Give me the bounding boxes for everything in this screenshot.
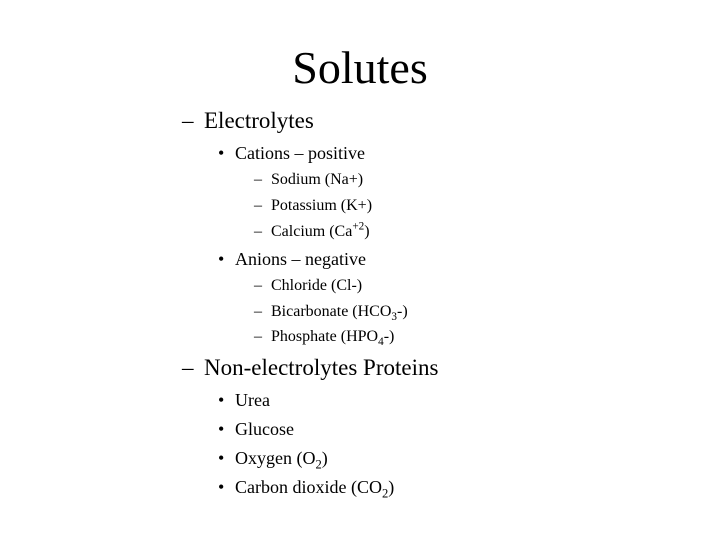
bullet-marker: •: [218, 143, 225, 163]
formula-text: -): [397, 303, 408, 320]
dash-marker: –: [254, 303, 262, 320]
dash-marker: –: [182, 355, 194, 380]
formula-text: ): [364, 223, 370, 240]
cation-item-text: Sodium (Na+): [271, 171, 364, 188]
nonelectrolytes-label: Non-electrolytes Proteins: [204, 355, 439, 380]
dash-marker: –: [254, 197, 262, 214]
formula-text: Oxygen (O: [235, 448, 316, 468]
charge-superscript: +2: [352, 220, 365, 233]
formula-text: -): [383, 328, 395, 345]
cation-item-text: [271, 222, 370, 242]
cation-item-text: Potassium (K+): [271, 197, 373, 214]
bullet-marker: •: [218, 390, 225, 410]
bullet-marker: •: [218, 448, 225, 468]
formula-text: ): [388, 477, 395, 497]
nonelectrolyte-item-text: [235, 447, 328, 472]
bullet-marker: •: [218, 419, 225, 439]
anion-item-text: [271, 302, 408, 322]
formula-subscript: 3: [391, 311, 397, 324]
nonelectrolyte-item-text: Glucose: [235, 419, 294, 439]
dash-marker: –: [254, 223, 262, 240]
dash-marker: –: [254, 328, 262, 345]
dash-marker: –: [182, 108, 194, 133]
anion-item-text: [271, 327, 394, 347]
nonelectrolyte-item-text: Urea: [235, 390, 270, 410]
formula-text: ): [321, 448, 328, 468]
electrolytes-label: Electrolytes: [204, 108, 314, 133]
formula-text: Phosphate (HPO: [271, 328, 379, 345]
bullet-marker: •: [218, 249, 225, 269]
cations-label: Cations – positive: [235, 143, 365, 163]
formula-text: Calcium (Ca: [271, 223, 353, 240]
nonelectrolyte-item-text: [235, 476, 395, 501]
anions-label: Anions – negative: [235, 249, 366, 269]
dash-marker: –: [254, 277, 262, 294]
anion-item-text: Chloride (Cl-): [271, 277, 363, 294]
bullet-marker: •: [218, 477, 225, 497]
formula-subscript: 2: [315, 457, 322, 472]
formula-text: Carbon dioxide (CO: [235, 477, 382, 497]
formula-subscript: 4: [378, 336, 384, 349]
formula-subscript: 2: [381, 486, 389, 501]
slide-title: Solutes: [292, 42, 428, 93]
dash-marker: –: [254, 171, 262, 188]
formula-text: Bicarbonate (HCO: [271, 303, 392, 320]
